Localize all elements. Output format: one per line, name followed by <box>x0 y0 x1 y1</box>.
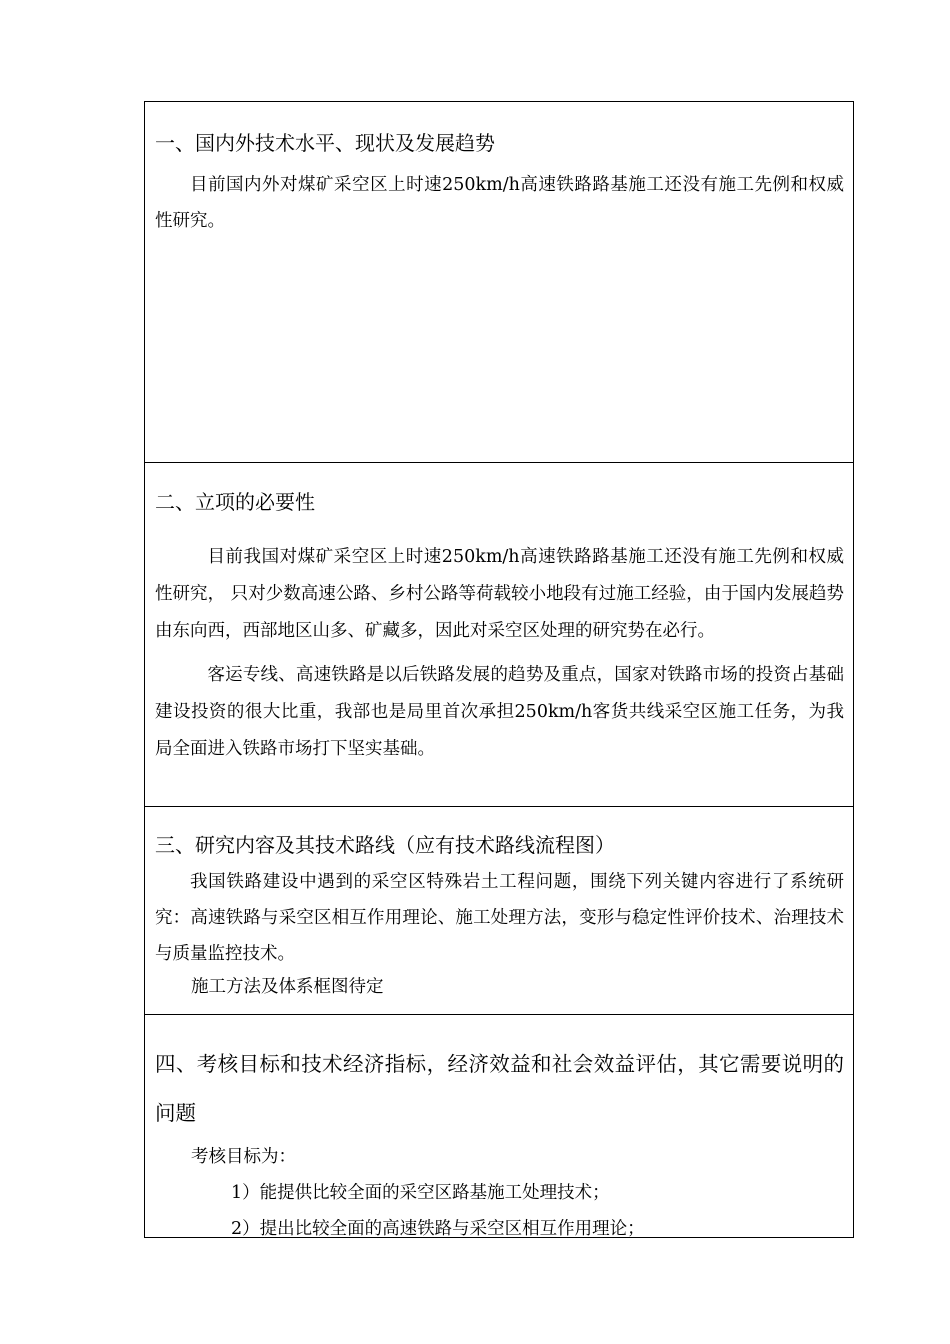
list-item: 2）提出比较全面的高速铁路与采空区相互作用理论； <box>231 1219 645 1239</box>
application-form-table <box>144 101 854 1238</box>
section-assessment-targets <box>145 1015 853 1237</box>
section-necessity <box>145 463 853 807</box>
section-research-content <box>145 807 853 1015</box>
section-heading: 四、考核目标和技术经济指标，经济效益和社会效益评估，其它需要说明的问题 <box>155 1052 844 1125</box>
section-paragraph: 我国铁路建设中遇到的采空区特殊岩土工程问题，围绕下列关键内容进行了系统研究：高速铁路与采空区相互作用理论、施工处理方法，变形与稳定性评价技术、治理技术与质量监控技术。 <box>155 872 844 964</box>
section-heading: 三、研究内容及其技术路线（应有技术路线流程图） <box>155 833 615 857</box>
list-item: 1）能提供比较全面的采空区路基施工处理技术； <box>231 1183 610 1203</box>
section-heading: 二、立项的必要性 <box>155 490 315 514</box>
section-subheading: 考核目标为： <box>191 1147 296 1167</box>
section-paragraph: 目前国内外对煤矿采空区上时速250km/h高速铁路路基施工还没有施工先例和权威性研究。 <box>155 175 844 231</box>
section-paragraph: 目前我国对煤矿采空区上时速250km/h高速铁路路基施工还没有施工先例和权威性研究， 只对少数高速公路、乡村公路等荷载较小地段有过施工经验，由于国内发展趋势由东向西，西部地区山多、矿藏多，因此对采空区处理的研究势在必行。 <box>155 547 844 641</box>
section-heading: 一、国内外技术水平、现状及发展趋势 <box>155 131 495 155</box>
section-paragraph: 客运专线、高速铁路是以后铁路发展的趋势及重点，国家对铁路市场的投资占基础建设投资的很大比重，我部也是局里首次承担250km/h客货共线采空区施工任务，为我局全面进入铁路市场打下坚实基础。 <box>155 665 844 759</box>
section-note: 施工方法及体系框图待定 <box>191 977 384 997</box>
section-tech-level <box>145 102 853 463</box>
